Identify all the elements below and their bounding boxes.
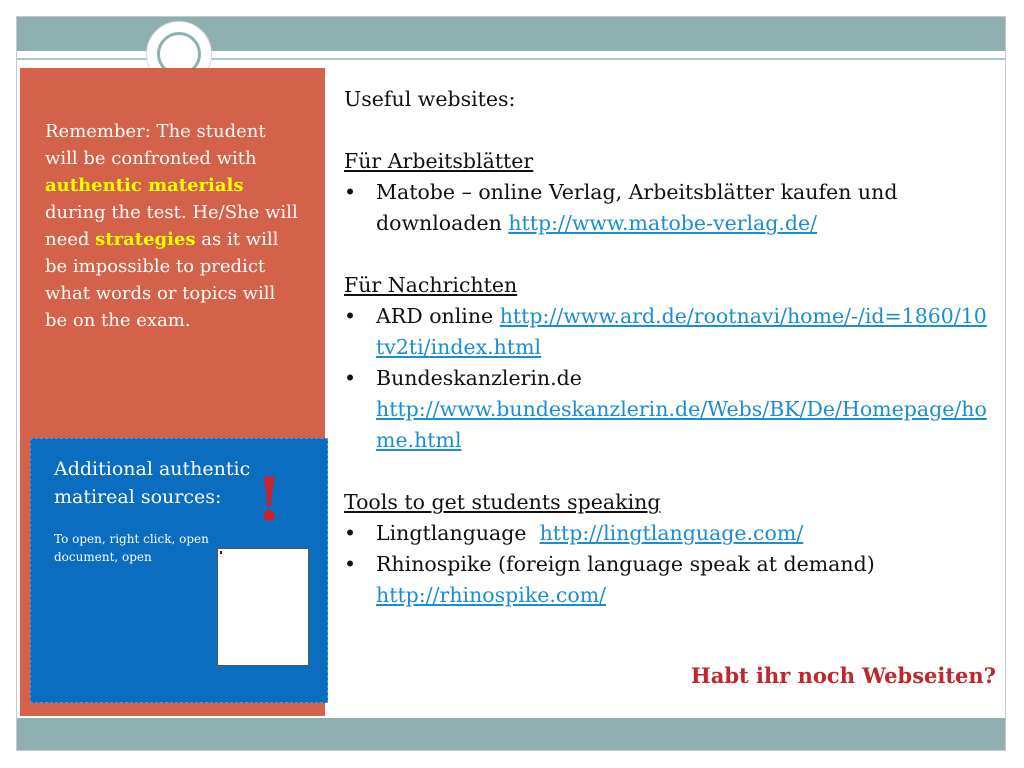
bullet-icon: • xyxy=(344,366,357,390)
list-item xyxy=(344,301,994,363)
item-text: Lingtlanguage xyxy=(376,521,540,545)
sources-instruction: To open, right click, open document, open xyxy=(54,532,209,564)
bullet-icon: • xyxy=(344,552,357,576)
item-text: Bundeskanzlerin.de xyxy=(376,366,582,390)
highlight-strategies: strategies xyxy=(95,229,196,250)
list-item xyxy=(344,363,994,456)
reminder-part: as it will be impossible to predict what words or topics will be on the exam. xyxy=(45,229,279,331)
section-title-news: Für Nachrichten xyxy=(344,273,518,297)
main-content xyxy=(344,84,994,611)
bottom-bar xyxy=(17,718,1005,750)
item-text: Rhinospike (foreign language speak at demand) xyxy=(376,552,875,576)
highlight-authentic-materials: authentic materials xyxy=(45,175,244,196)
reminder-part: during the test. He/She will need xyxy=(45,202,298,250)
list-item xyxy=(344,177,994,239)
item-text: ARD online xyxy=(376,304,500,328)
bullet-icon: • xyxy=(344,304,357,328)
link-rhinospike[interactable]: http://rhinospike.com/ xyxy=(376,583,607,607)
link-ard[interactable]: http://www.ard.de/rootnavi/home/-/id=1860/10tv2ti/index.html xyxy=(376,304,987,359)
list-item xyxy=(344,549,994,611)
reminder-text xyxy=(45,118,300,334)
section-title-worksheets: Für Arbeitsblätter xyxy=(344,149,534,173)
closing-question: Habt ihr noch Webseiten? xyxy=(690,663,996,688)
link-lingtlanguage[interactable]: http://lingtlanguage.com/ xyxy=(539,521,804,545)
embedded-document-icon[interactable] xyxy=(217,548,309,666)
bullet-icon: • xyxy=(344,521,357,545)
sources-title: Additional authentic matireal sources: xyxy=(54,458,251,508)
section-title-speaking: Tools to get students speaking xyxy=(344,490,661,514)
link-bundeskanzlerin[interactable]: http://www.bundeskanzlerin.de/Webs/BK/De/Homepage/home.html xyxy=(376,397,987,452)
link-matobe[interactable]: http://www.matobe-verlag.de/ xyxy=(508,211,818,235)
reminder-part: Remember: The student will be confronted with xyxy=(45,121,266,169)
item-text: Matobe – online Verlag, Arbeitsblätter kaufen und downloaden xyxy=(376,180,898,235)
doc-marker xyxy=(220,551,222,554)
exclamation-icon: ! xyxy=(256,465,283,535)
bullet-icon: • xyxy=(344,180,357,204)
main-heading: Useful websites: xyxy=(344,87,516,111)
list-item xyxy=(344,518,994,549)
